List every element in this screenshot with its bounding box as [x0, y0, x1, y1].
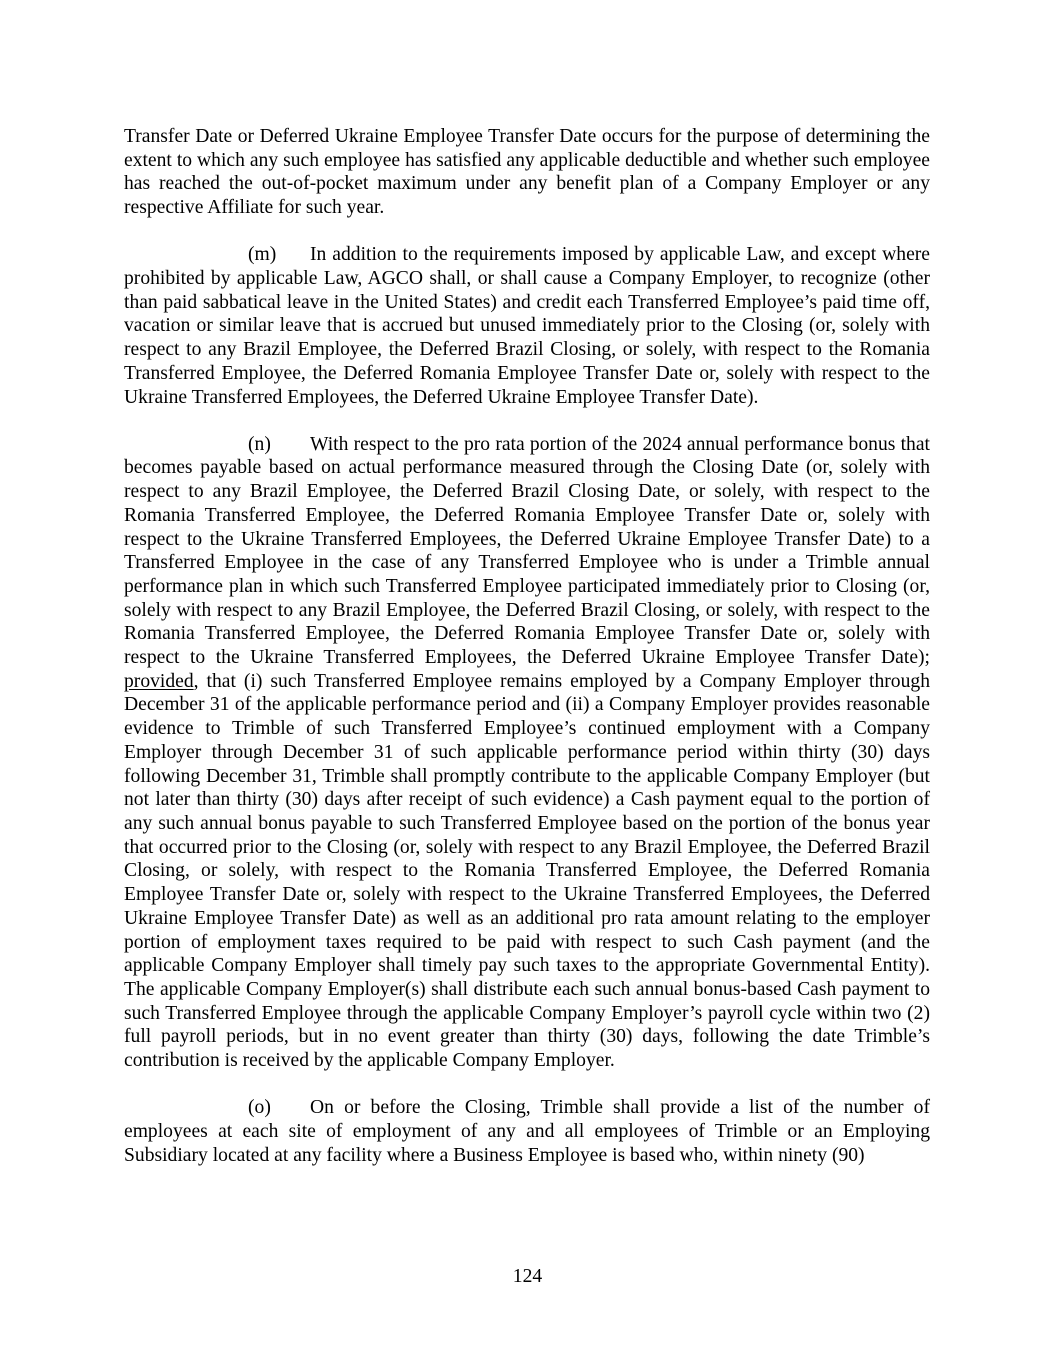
paragraph-m-label: (m) — [248, 244, 277, 266]
paragraph-continued: Transfer Date or Deferred Ukraine Employee Transfer Date occurs for the purpose of determining the extent to which any such employee has satisfied any applicable deductible and whether such employee has reached the out-of-pocket maximum under any benefit plan of a Company Employer or any respective Affiliate for such year. — [124, 126, 930, 219]
paragraph-n-label: (n) — [248, 433, 271, 455]
paragraph-m-text: In addition to the requirements imposed by applicable Law, and except where prohibited by applicable Law, AGCO shall, or shall cause a Company Employer, to recognize (other than paid sabbatical leave in the United States) and credit each Transferred Employee’s paid time off, vacation or similar leave that is accrued but unused immediately prior to the Closing (or, solely with respect to any Brazil Employee, the Deferred Brazil Closing, or solely, with respect to the Romania Transferred Employee, the Deferred Romania Employee Transfer Date or, solely with respect to the Ukraine Transferred Employees, the Deferred Ukraine Employee Transfer Date). — [124, 244, 930, 408]
paragraph-n-text-after: , that (i) such Transferred Employee remains employed by a Company Employer through December 31 of the applicable performance period and (ii) a Company Employer provides reasonable evidence to Trimble of such Transferred Employee’s continued employment with a Company Employer through December 31 of such applicable performance period within thirty (30) days following December 31, Trimble shall promptly contribute to the applicable Company Employer (but not later than thirty (30) days after receipt of such evidence) a Cash payment equal to the portion of any such annual bonus payable to such Transferred Employee based on the portion of the bonus year that occurred prior to the Closing (or, solely with respect to any Brazil Employee, the Deferred Brazil Closing, or solely, with respect to the Romania Transferred Employee, the Deferred Romania Employee Transfer Date or, solely with respect to the Ukraine Transferred Employees, the Deferred Ukraine Employee Transfer Date) as well as an additional pro rata amount relating to the employer portion of employment taxes required to be paid with respect to such Cash payment (and the applicable Company Employer shall timely pay such taxes to the appropriate Governmental Entity). The applicable Company Employer(s) shall distribute each such annual bonus-based Cash payment to such Transferred Employee through the applicable Company Employer’s payroll cycle within two (2) full payroll periods, but in no event greater than thirty (30) days, following the date Trimble’s contribution is received by the applicable Company Employer. — [124, 670, 930, 1072]
paragraph-o — [124, 1096, 930, 1167]
paragraph-m — [124, 243, 930, 409]
paragraph-n — [124, 433, 930, 1073]
document-body — [124, 125, 930, 1191]
paragraph-o-text: On or before the Closing, Trimble shall provide a list of the number of employees at each site of employment of any and all employees of Trimble or an Employing Subsidiary located at any facility where a Business Employee is based who, within ninety (90) — [124, 1097, 930, 1166]
paragraph-n-text-before: With respect to the pro rata portion of the 2024 annual performance bonus that becomes payable based on actual performance measured through the Closing Date (or, solely with respect to any Brazil Employee, the Deferred Brazil Closing Date, or solely, with respect to the Romania Transferred Employee, the Deferred Romania Employee Transfer Date or, solely with respect to the Ukraine Transferred Employees, the Deferred Ukraine Employee Transfer Date) to a Transferred Employee in the case of any Transferred Employee who is under a Trimble annual performance plan in which such Transferred Employee participated immediately prior to Closing (or, solely with respect to any Brazil Employee, the Deferred Brazil Closing, or solely, with respect to the Romania Transferred Employee, the Deferred Romania Employee Transfer Date or, solely with respect to the Ukraine Transferred Employees, the Deferred Ukraine Employee Transfer Date); — [124, 433, 930, 669]
page-number: 124 — [512, 1266, 543, 1287]
paragraph-o-label: (o) — [248, 1097, 271, 1119]
provided-underlined-term: provided — [124, 670, 194, 692]
